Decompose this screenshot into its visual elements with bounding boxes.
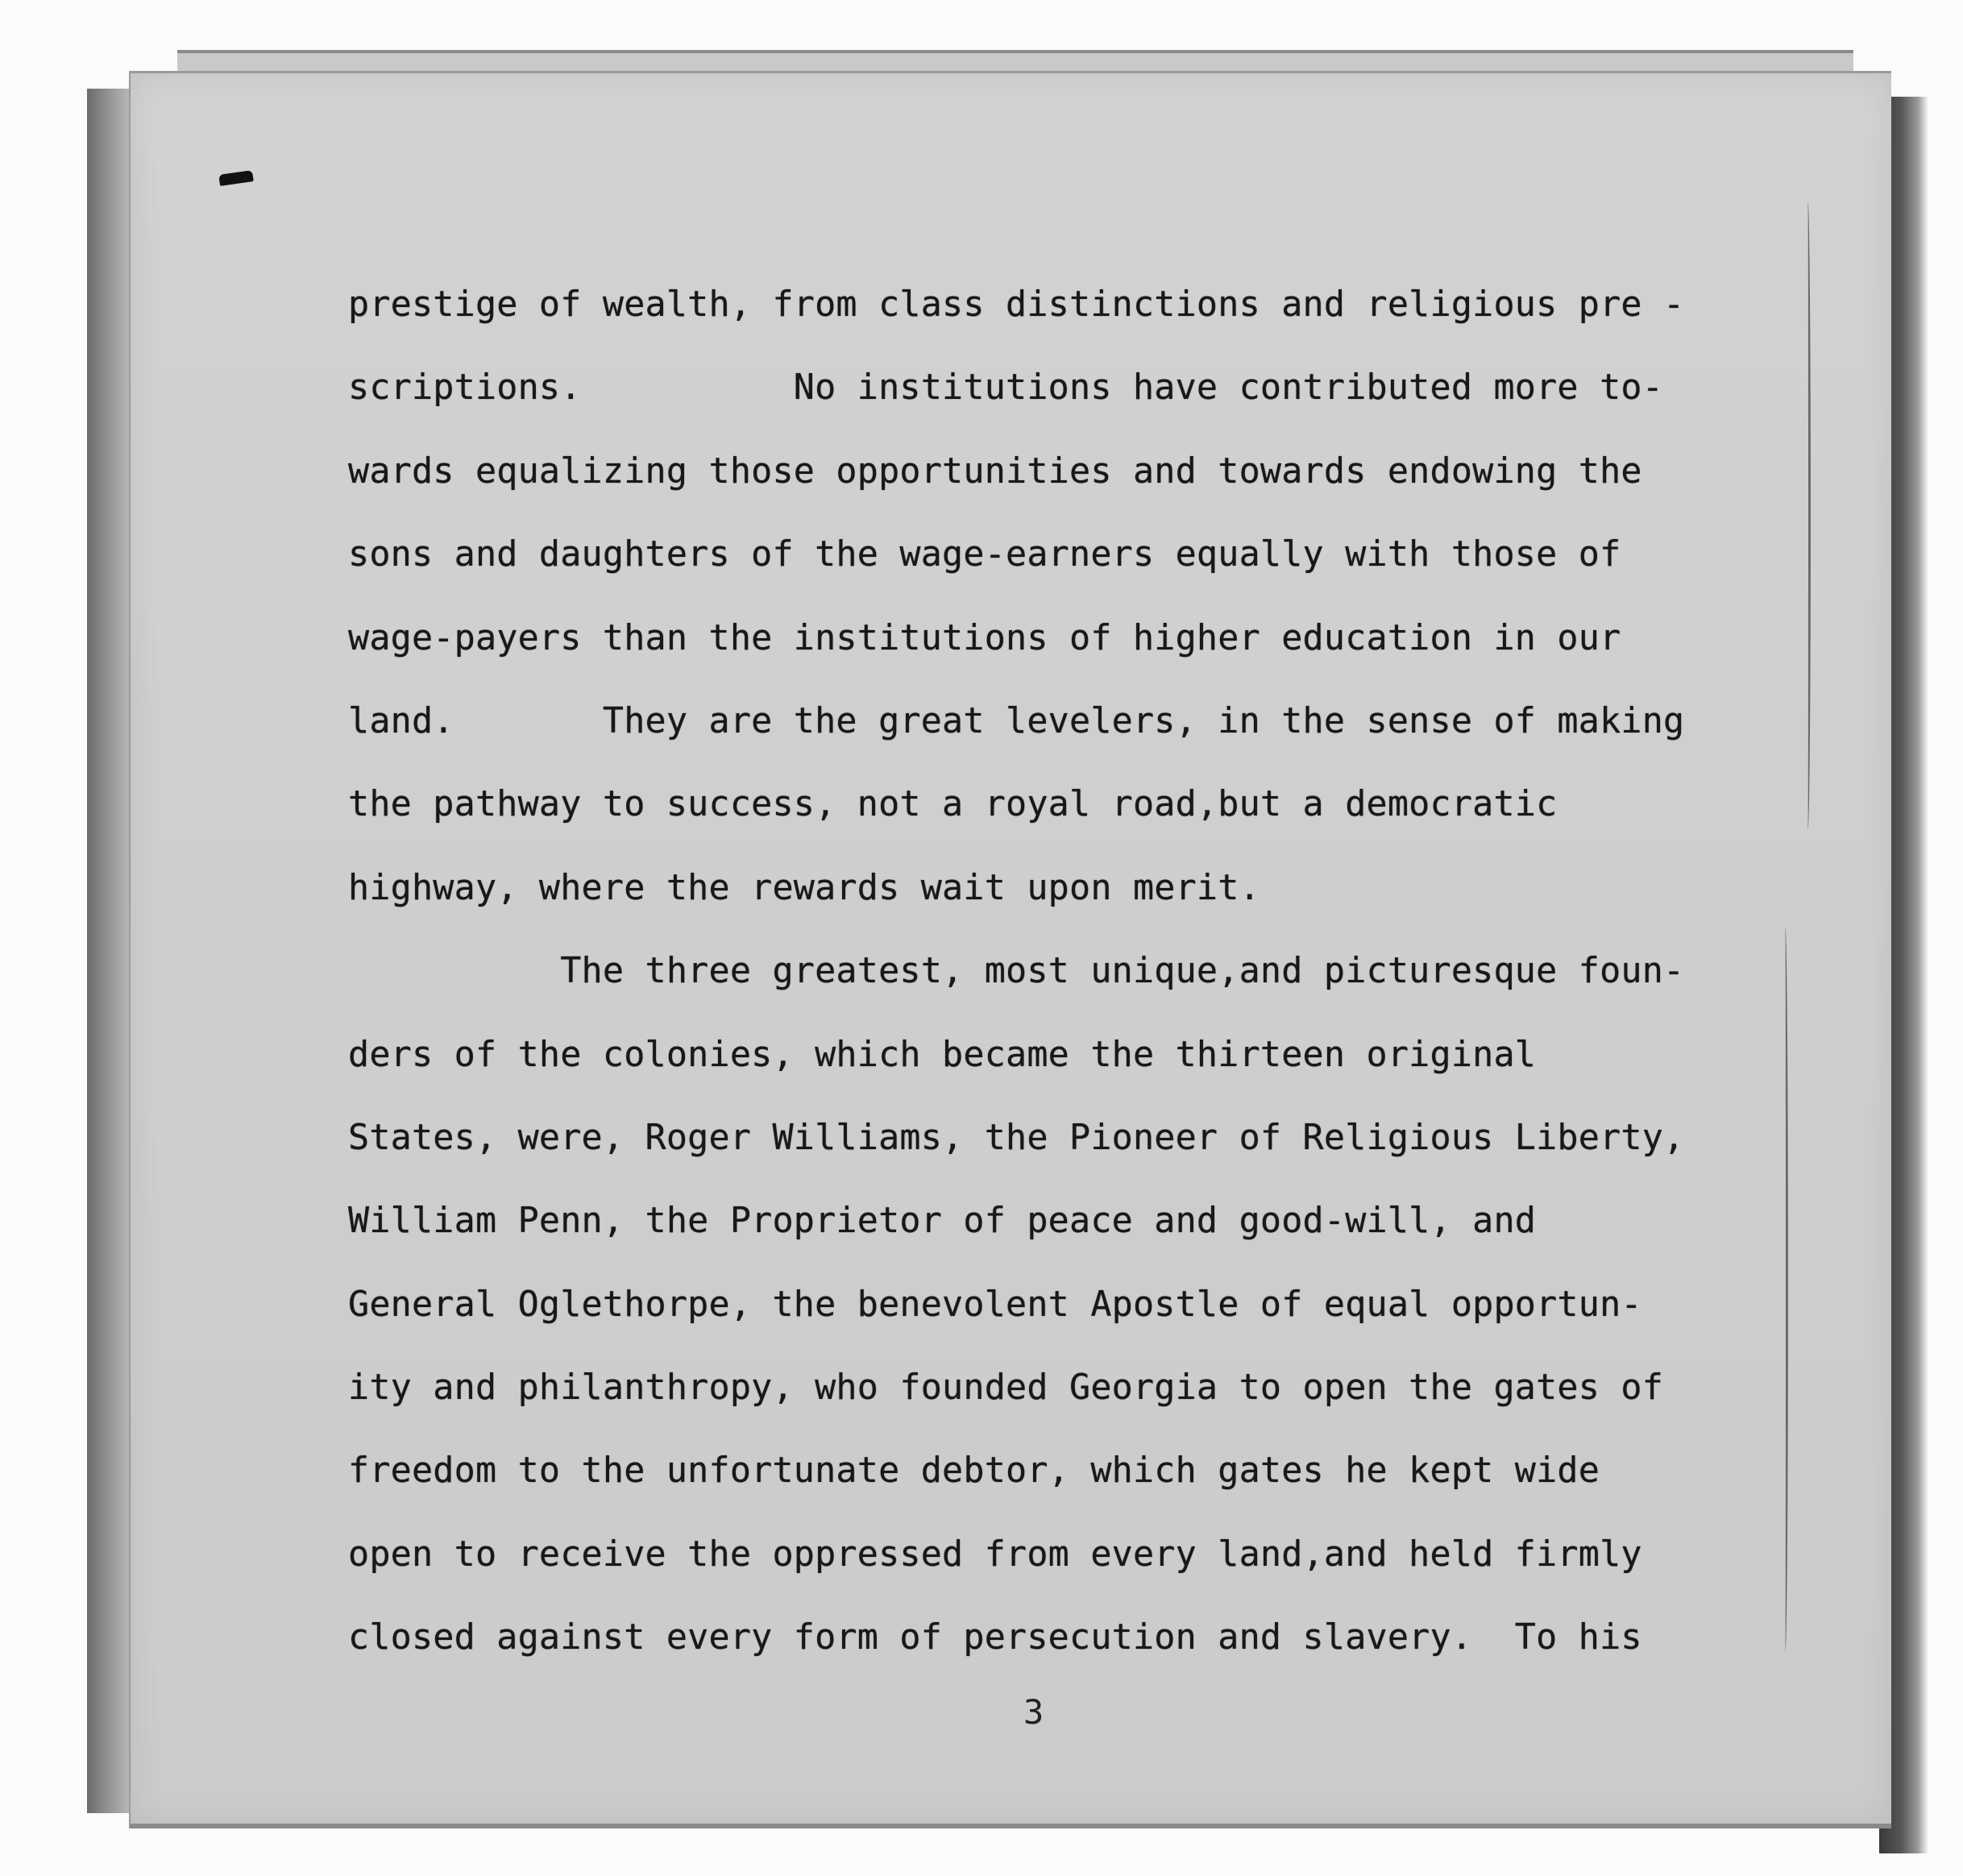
text-line: prestige of wealth, from class distinctions and religious pre - bbox=[348, 284, 1685, 325]
text-line: ity and philanthropy, who founded Georgia to open the gates of bbox=[348, 1368, 1664, 1409]
text-line: the pathway to success, not a royal road,but a democratic bbox=[348, 784, 1558, 825]
body-text bbox=[348, 276, 1799, 1692]
text-line: States, were, Roger Williams, the Pioneer of Religious Liberty, bbox=[348, 1117, 1685, 1158]
text-line: open to receive the oppressed from every land,and held firmly bbox=[348, 1534, 1642, 1575]
text-line: General Oglethorpe, the benevolent Apostle of equal opportun- bbox=[348, 1284, 1642, 1325]
text-line: sons and daughters of the wage-earners equally with those of bbox=[348, 534, 1621, 575]
margin-curve-upper bbox=[1805, 201, 1811, 830]
text-line: land. They are the great levelers, in the sense of making bbox=[348, 700, 1685, 741]
text-line: highway, where the rewards wait upon merit. bbox=[348, 867, 1260, 908]
text-line: The three greatest, most unique,and picturesque foun- bbox=[348, 951, 1685, 992]
text-line: closed against every form of persecution and slavery. To his bbox=[348, 1617, 1642, 1658]
text-line: wards equalizing those opportunities and towards endowing the bbox=[348, 450, 1642, 492]
text-line: William Penn, the Proprietor of peace and good-will, and bbox=[348, 1201, 1537, 1242]
page-number: 3 bbox=[1023, 1692, 1044, 1732]
text-line: freedom to the unfortunate debtor, which gates he kept wide bbox=[348, 1451, 1600, 1492]
text-line: wage-payers than the institutions of higher education in our bbox=[348, 617, 1621, 658]
text-line: scriptions. No institutions have contributed more to- bbox=[348, 367, 1664, 409]
text-line: ders of the colonies, which became the thirteen original bbox=[348, 1034, 1537, 1075]
left-edge-shadow bbox=[87, 89, 132, 1813]
